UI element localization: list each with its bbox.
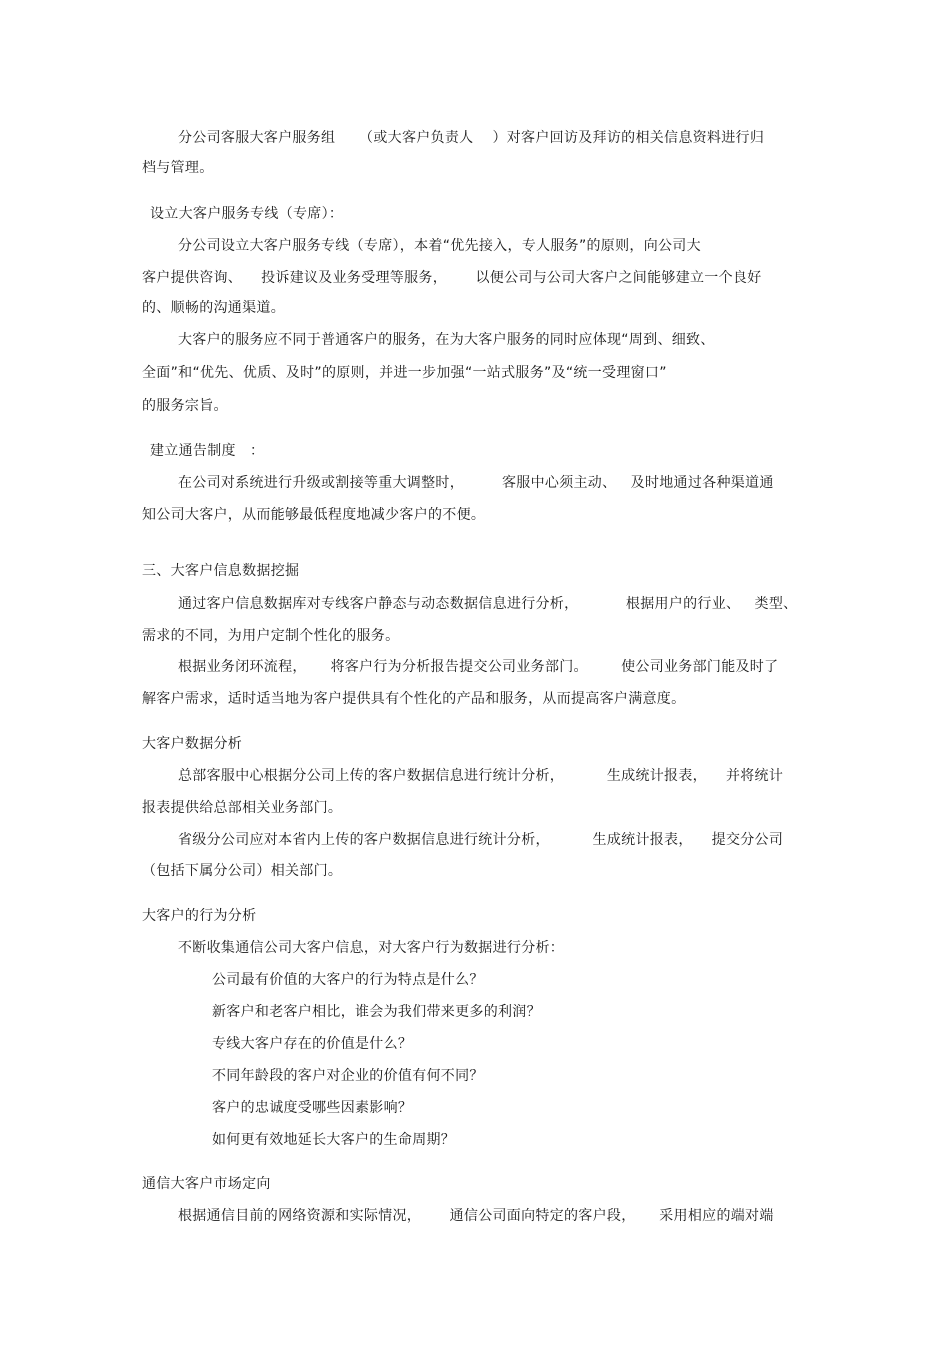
paragraph-service-principle-line-3: 的服务宗旨。 (142, 398, 228, 414)
question-item: 如何更有效地延长大客户的生命周期？ (212, 1132, 456, 1148)
question-item: 公司最有价值的大客户的行为特点是什么？ (212, 972, 484, 988)
question-item: 客户的忠诚度受哪些因素影响？ (212, 1100, 413, 1116)
question-item: 不同年龄段的客户对企业的价值有何不同？ (212, 1068, 484, 1084)
paragraph-closed-loop-line-2: 解客户需求，适时适当地为客户提供具有个性化的产品和服务，从而提高客户满意度。 (142, 691, 686, 707)
paragraph-notice-line-2: 知公司大客户，从而能够最低程度地减少客户的不便。 (142, 507, 486, 523)
paragraph-hq-analysis-line-2: 报表提供给总部相关业务部门。 (142, 800, 343, 816)
paragraph-behavior-intro: 不断收集通信公司大客户信息，对大客户行为数据进行分析： (178, 940, 565, 956)
section-title-data-mining: 三、大客户信息数据挖掘 (142, 563, 300, 579)
paragraph-service-principle-line-1: 大客户的服务应不同于普通客户的服务，在为大客户服务的同时应体现“周到、细致、 (178, 332, 715, 348)
heading-notice-system: 建立通告制度 ： (150, 443, 265, 459)
paragraph-archive-line-2: 档与管理。 (142, 160, 214, 176)
paragraph-database-line-2: 需求的不同，为用户定制个性化的服务。 (142, 628, 400, 644)
question-item: 新客户和老客户相比，谁会为我们带来更多的利润？ (212, 1004, 541, 1020)
paragraph-market-line-1: 根据通信目前的网络资源和实际情况， 通信公司面向特定的客户段， 采用相应的端对端 (178, 1208, 774, 1224)
heading-service-hotline: 设立大客户服务专线（专席）： (150, 206, 344, 222)
paragraph-provincial-analysis-line-2: （包括下属分公司）相关部门。 (142, 863, 343, 879)
paragraph-archive-line-1: 分公司客服大客户服务组 （或大客户负责人 ）对客户回访及拜访的相关信息资料进行归 (178, 130, 765, 146)
heading-market-orientation: 通信大客户市场定向 (142, 1176, 271, 1192)
heading-data-analysis: 大客户数据分析 (142, 736, 243, 752)
paragraph-provincial-analysis-line-1: 省级分公司应对本省内上传的客户数据信息进行统计分析， 生成统计报表， 提交分公司 (178, 832, 784, 848)
question-item: 专线大客户存在的价值是什么？ (212, 1036, 413, 1052)
paragraph-closed-loop-line-1: 根据业务闭环流程， 将客户行为分析报告提交公司业务部门。 使公司业务部门能及时了 (178, 659, 779, 675)
paragraph-service-principle-line-2: 全面”和“优先、优质、及时”的原则，并进一步加强“一站式服务”及“统一受理窗口” (142, 365, 667, 381)
paragraph-hotline-line-2: 客户提供咨询、 投诉建议及业务受理等服务， 以便公司与公司大客户之间能够建立一个良好 (142, 270, 762, 286)
paragraph-hotline-line-3: 的、顺畅的沟通渠道。 (142, 300, 285, 316)
paragraph-hotline-line-1: 分公司设立大客户服务专线（专席），本着“优先接入，专人服务”的原则，向公司大 (178, 238, 701, 254)
paragraph-hq-analysis-line-1: 总部客服中心根据分公司上传的客户数据信息进行统计分析， 生成统计报表， 并将统计 (178, 768, 784, 784)
paragraph-database-line-1: 通过客户信息数据库对专线客户静态与动态数据信息进行分析， 根据用户的行业、 类型、 (178, 596, 798, 612)
heading-behavior-analysis: 大客户的行为分析 (142, 908, 257, 924)
paragraph-notice-line-1: 在公司对系统进行升级或割接等重大调整时， 客服中心须主动、 及时地通过各种渠道通 (178, 475, 774, 491)
